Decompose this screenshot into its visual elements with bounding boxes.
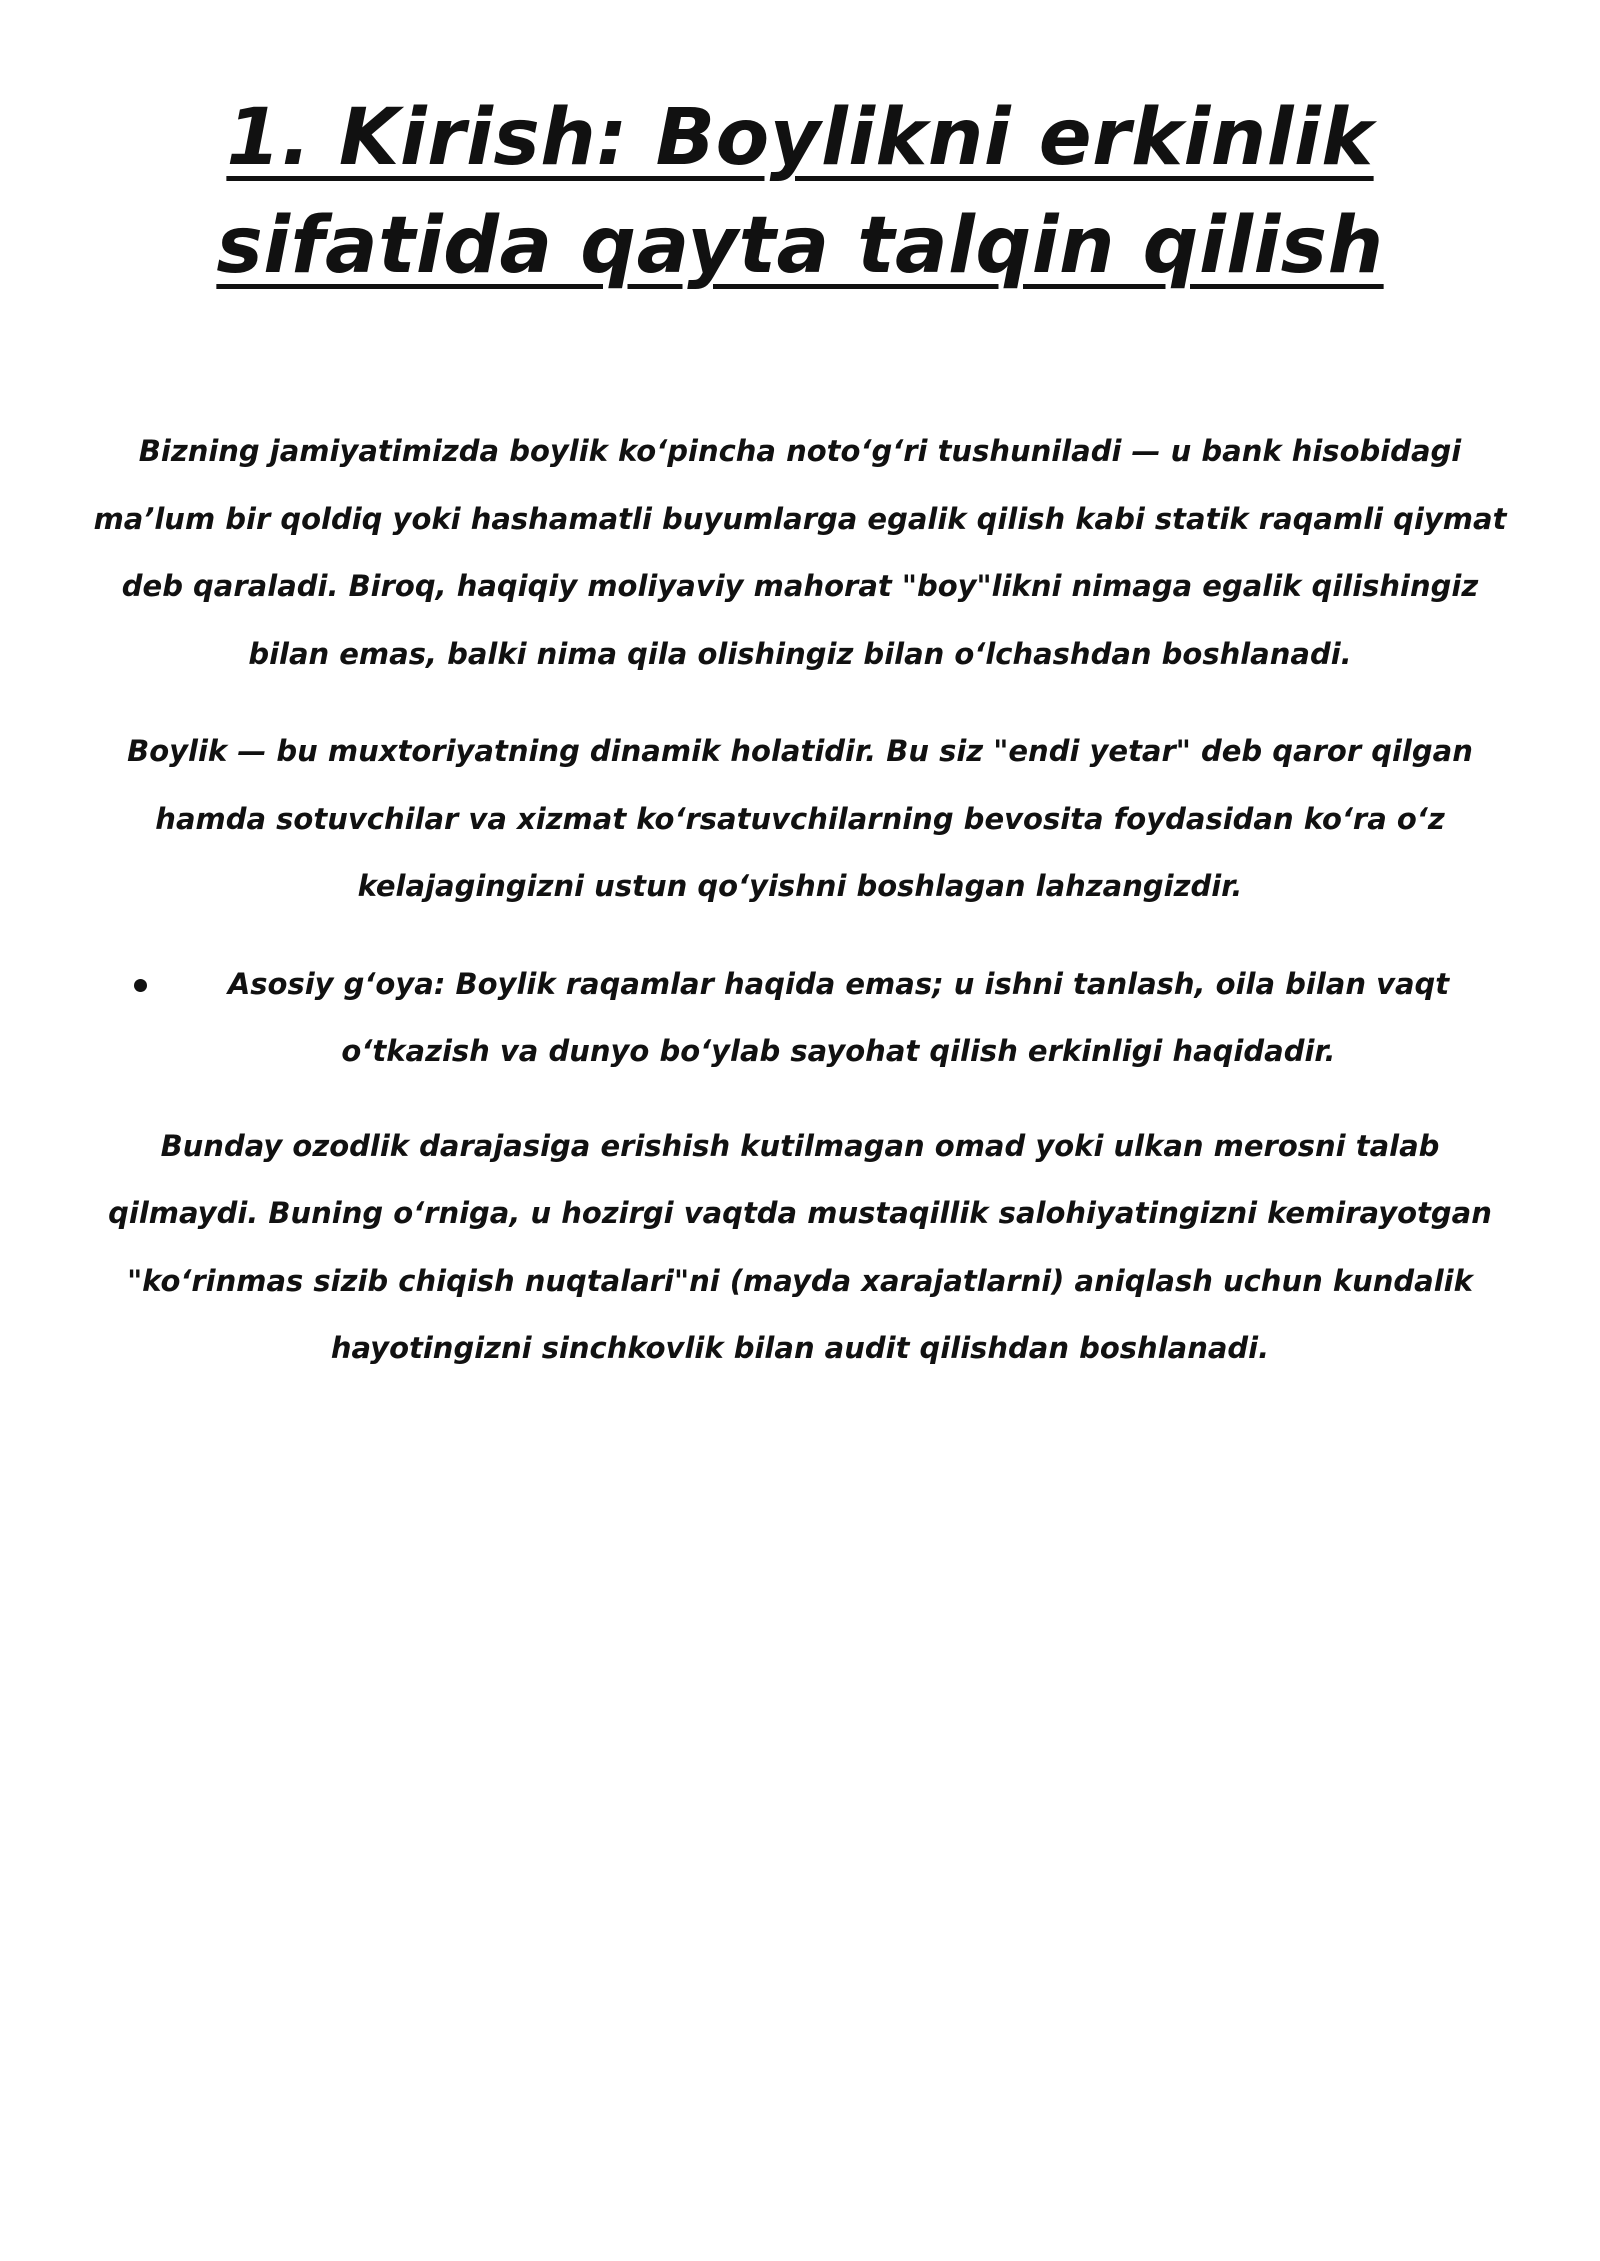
paragraph-closing: Bunday ozodlik darajasiga erishish kutilmagan omad yoki ulkan merosni talab qilmaydi. Buning o‘rniga, u hozirgi vaqtda mustaqillik salohiyatingizni kemirayotgan "ko‘rinmas sizib chiqish nuqtalari"ni (mayda xarajatlarni) aniqlash uchun kundalik hayotingizni sinchkovlik bilan audit qilishdan boshlanadi. [108, 1128, 1492, 1365]
paragraph-intro: Bizning jamiyatimizda boylik ko‘pincha noto‘g‘ri tushuniladi — u bank hisobidagi ma’lum bir qoldiq yoki hashamatli buyumlarga egalik qilish kabi statik raqamli qiymat deb qaraladi. Biroq, haqiqiy moliyaviy mahorat "boy"likni nimaga egalik qilishingiz bilan emas, balki nima qila olishingiz bilan o‘lchashdan boshlanadi. [93, 434, 1507, 671]
bullet-icon [134, 979, 147, 992]
key-idea-list [92, 951, 1508, 1085]
key-idea-text: Asosiy g‘oya: Boylik raqamlar haqida emas; u ishni tanlash, oila bilan vaqt o‘tkazish va dunyo bo‘ylab sayohat qilish erkinligi haqidadir. [227, 966, 1450, 1068]
document-body [92, 418, 1508, 1383]
paragraph-autonomy: Boylik — bu muxtoriyatning dinamik holatidir. Bu siz "endi yetar" deb qaror qilgan hamda sotuvchilar va xizmat ko‘rsatuvchilarning bevosita foydasidan ko‘ra o‘z kelajagingizni ustun qo‘yishni boshlagan lahzangizdir. [127, 734, 1473, 903]
document-title: 1. Kirish: Boylikni erkinlik sifatida qayta talqin qilish [216, 93, 1384, 291]
list-item [92, 951, 1508, 1085]
